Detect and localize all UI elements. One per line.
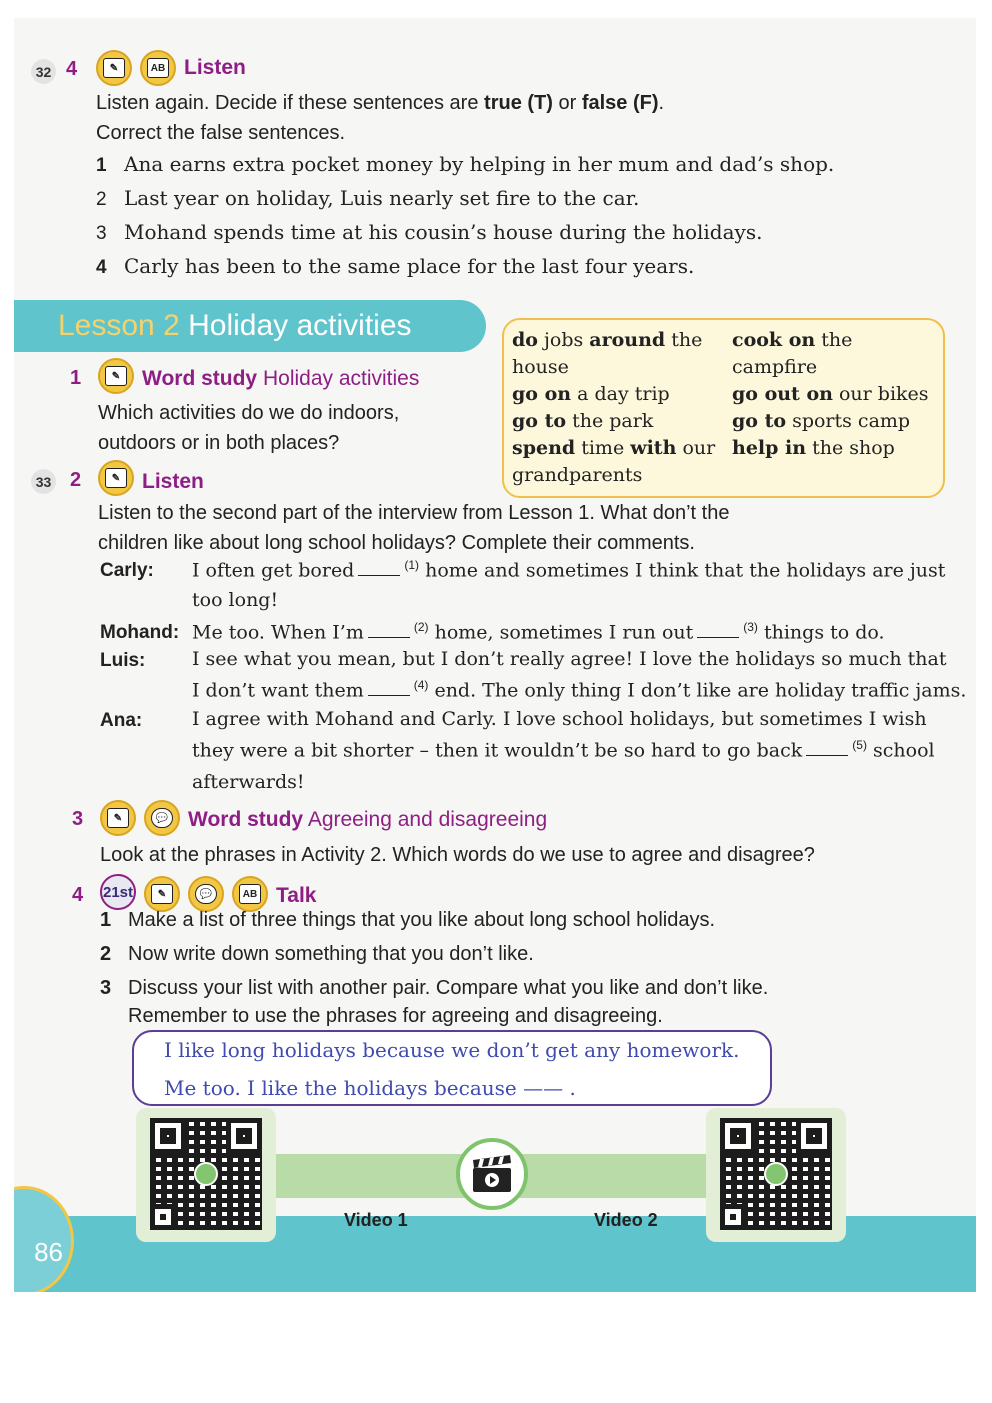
list-item: 4 Carly has been to the same place for the last four years. (96, 254, 695, 278)
dialogue-line: Me too. When I’m $^{(2)}$ home, sometimes I run out $^{(3)}$ things to do. (192, 620, 885, 644)
dialogue-line: too long! (192, 589, 279, 611)
speaker-name: Carly: (100, 560, 154, 581)
notebook-icon: ✎ (96, 50, 132, 86)
audio-track-badge[interactable]: 33 (31, 469, 56, 494)
dialogue-line: I often get bored $^{(1)}$ home and sometimes I think that the holidays are just (192, 558, 946, 582)
dialogue-line: they were a bit shorter – then it wouldn’t be so hard to go back $^{(5)}$ school (192, 738, 935, 762)
vocab-phrase: go out on our bikes (732, 383, 929, 405)
qr-code-video-2[interactable] (706, 1108, 846, 1242)
list-item: 3 Discuss your list with another pair. Compare what you like and don’t like. (100, 977, 769, 999)
answer-gap (358, 575, 400, 576)
lesson-label: Lesson 2 (58, 309, 180, 342)
lesson-banner (14, 300, 486, 352)
notebook-icon: ✎ (98, 358, 134, 394)
list-item: 1 Make a list of three things that you like about long school holidays. (100, 909, 716, 931)
list-item: 1 Ana earns extra pocket money by helping in her mum and dad’s shop. (96, 152, 835, 176)
activity-heading: Word study Holiday activities (142, 367, 420, 390)
vocab-phrase: cook on the campfire (732, 329, 853, 378)
answer-gap (368, 695, 410, 696)
activity-rubric: Listen again. Decide if these sentences are true (T) or false (F). Correct the false sentences. (96, 92, 665, 144)
activity-rubric: Listen to the second part of the interview from Lesson 1. What don’t the children like about long school holidays? Complete their comments. (98, 502, 730, 554)
vocab-phrase: spend time with our grandparents (512, 437, 716, 486)
answer-gap (697, 637, 739, 638)
list-item-continuation: Remember to use the phrases for agreeing and disagreeing. (128, 1005, 663, 1027)
example-speech-bubble (132, 1030, 772, 1106)
activity-rubric: Which activities do we do indoors, outdoors or in both places? (98, 402, 400, 454)
vocabulary-box (502, 318, 945, 498)
speaker-name: Luis: (100, 650, 146, 671)
activity-heading: Talk (276, 884, 317, 907)
vocab-phrase: go to sports camp (732, 410, 911, 432)
dialogue-line: I agree with Mohand and Carly. I love school holidays, but sometimes I wish (192, 708, 927, 730)
qr-code-video-1[interactable] (136, 1108, 276, 1242)
answer-gap (368, 637, 410, 638)
qr-code-icon (720, 1118, 832, 1230)
speech-bubbles-icon: 💬 (188, 876, 224, 912)
activity-book-icon: AB (232, 876, 268, 912)
activity-number: 2 (70, 469, 82, 491)
activity-number: 1 (70, 367, 82, 389)
activity-number: 4 (72, 884, 84, 906)
video-clapperboard-icon[interactable] (456, 1138, 528, 1210)
video-1-label[interactable]: Video 1 (344, 1210, 408, 1230)
vocab-phrase: go to the park (512, 410, 654, 432)
example-line: I like long holidays because we don’t get any homework. (164, 1038, 740, 1062)
notebook-icon: ✎ (98, 460, 134, 496)
dialogue-line: afterwards! (192, 771, 305, 793)
activity-rubric: Look at the phrases in Activity 2. Which words do we use to agree and disagree? (100, 844, 815, 866)
vocab-phrase: help in the shop (732, 437, 895, 459)
dialogue-line: I see what you mean, but I don’t really agree! I love the holidays so much that (192, 648, 947, 670)
speaker-name: Mohand: (100, 622, 180, 643)
notebook-icon: ✎ (100, 800, 136, 836)
activity-heading: Listen (142, 470, 204, 493)
21st-century-skills-icon: 21st (100, 874, 136, 910)
speech-bubbles-icon: 💬 (144, 800, 180, 836)
list-item: 3 Mohand spends time at his cousin’s house during the holidays. (96, 220, 763, 244)
answer-gap (806, 755, 848, 756)
activity-number: 4 (66, 58, 78, 80)
activity-heading: Listen (184, 56, 246, 79)
list-item: 2 Last year on holiday, Luis nearly set fire to the car. (96, 186, 640, 210)
qr-code-icon (150, 1118, 262, 1230)
lesson-title: Holiday activities (188, 309, 412, 342)
speaker-name: Ana: (100, 710, 143, 731)
vocab-phrase: go on a day trip (512, 383, 670, 405)
vocab-phrase: do jobs around the house (512, 329, 703, 378)
activity-book-icon: AB (140, 50, 176, 86)
example-line: Me too. I like the holidays because —— . (164, 1076, 576, 1100)
notebook-icon: ✎ (144, 876, 180, 912)
dialogue-line: I don’t want them $^{(4)}$ end. The only thing I don’t like are holiday traffic jams. (192, 678, 967, 702)
activity-heading: Word study Agreeing and disagreeing (188, 808, 548, 831)
video-2-label[interactable]: Video 2 (594, 1210, 658, 1230)
list-item: 2 Now write down something that you don’t like. (100, 943, 534, 965)
page-number: 86 (34, 1237, 63, 1267)
audio-track-badge[interactable]: 32 (31, 59, 56, 84)
textbook-page (14, 18, 976, 1292)
activity-number: 3 (72, 808, 84, 830)
